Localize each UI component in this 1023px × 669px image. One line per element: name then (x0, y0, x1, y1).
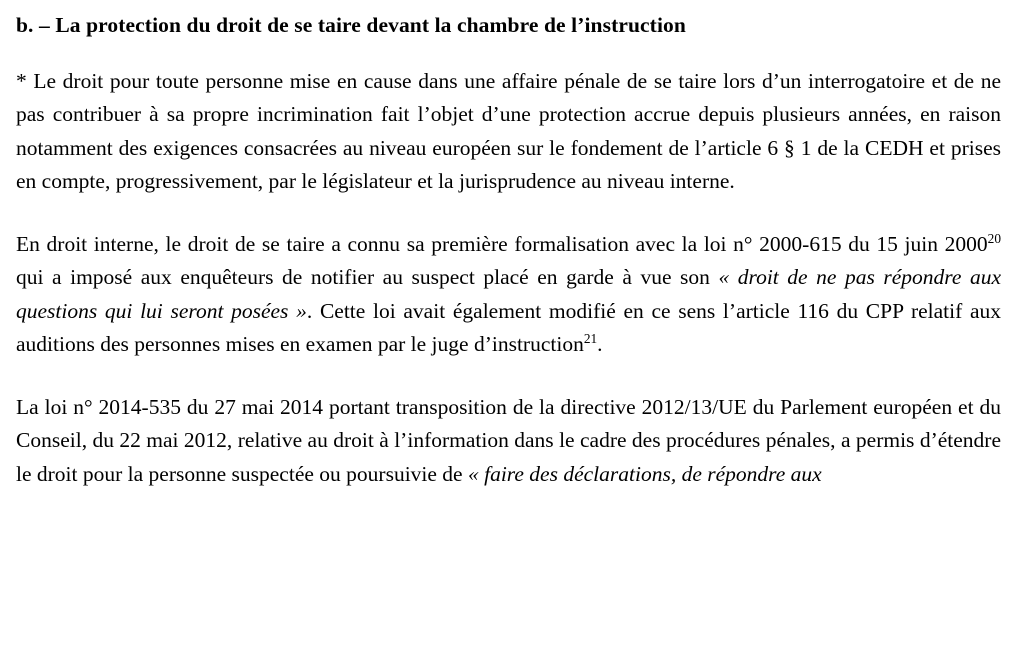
section-heading: b. – La protection du droit de se taire devant la chambre de l’instruction (16, 13, 686, 37)
paragraph-3-quote-1: « faire des déclarations, de répondre aux (467, 461, 822, 486)
paragraph-2-quote-1: « droit de ne pas répondre aux questions qui lui seront posées » (16, 265, 1001, 323)
paragraph-2 (16, 228, 1001, 362)
paragraph-2-run-7: . (597, 332, 603, 357)
footnote-marker-20: 20 (987, 230, 1001, 246)
paragraph-2-run-1: En droit interne, le droit de se taire a connu sa première formalisation avec la loi n° 2000-615 du 15 juin 2000 (16, 231, 988, 256)
paragraph-1 (16, 65, 1001, 199)
paragraph-3-run-1: La loi n° 2014-535 du 27 mai 2014 portant transposition de la directive 2012/13/UE du Parlement européen et du Conseil, du 22 mai 2012, relative au droit à l’information dans le cadre des procédures pénales, a permis d’étendre le droit pour la personne suspectée ou poursuivie de (16, 394, 1001, 486)
paragraph-2-run-3: qui a imposé aux enquêteurs de notifier au suspect placé en garde à vue son (16, 265, 719, 290)
paragraph-1-text: * Le droit pour toute personne mise en cause dans une affaire pénale de se taire lors d’un interrogatoire et de ne pas contribuer à sa propre incrimination fait l’objet d’une protection accrue depuis plusieurs années, en raison notamment des exigences consacrées au niveau européen sur le fondement de l’article 6 § 1 de la CEDH et prises en compte, progressivement, par le législateur et la jurisprudence au niveau interne. (16, 68, 1001, 194)
paragraph-3 (16, 391, 1001, 492)
footnote-marker-21: 21 (583, 331, 598, 347)
paragraph-2-run-5: . Cette loi avait également modifié en ce sens l’article 116 du CPP relatif aux auditions des personnes mises en examen par le juge d’instruction (16, 298, 1001, 357)
